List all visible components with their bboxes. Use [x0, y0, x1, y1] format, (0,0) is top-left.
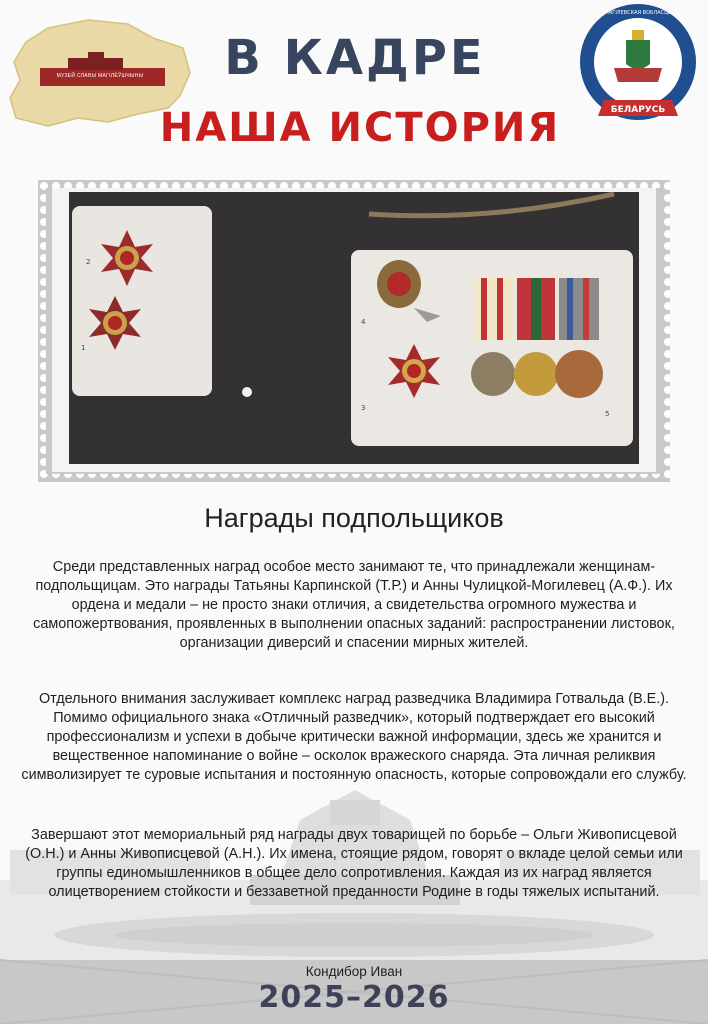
medal-1	[471, 278, 515, 396]
label-number-2: 2	[86, 258, 91, 266]
author-name: Кондибор Иван	[305, 964, 403, 979]
school-years: 2025–2026	[258, 980, 450, 1015]
header-title-line2: НАША ИСТОРИЯ	[159, 105, 561, 151]
medal-3	[555, 278, 603, 398]
article-paragraph-2: Отдельного внимания заслуживает комплекс наград разведчика Владимира Готвальда (В.Е.). Помимо официального знака «Отличный разведчик», который подтверждает его высокий профессионализм и успехи в добыче критически важной информации, здесь же хранится и вещественное напоминание о войне – осколок вражеского снаряда. Эта личная реликвия символизирует те суровые испытания и постоянную опасность, которые сопровождали его службу.	[21, 691, 687, 783]
emblem-ribbon-text: БЕЛАРУСЬ	[610, 105, 666, 115]
medal-2	[514, 278, 558, 396]
article-paragraph-3: Завершают этот мемориальный ряд награды двух товарищей по борьбе – Ольги Живописцевой (О.Н.) и Анны Живописцевой (А.Н.). Их имена, стоящие рядом, говорят о вкладе целой семьи или группы единомышленников в общее дело сопротивления. Каждая из их наград является олицетворением стойкости и беззаветной преданности Родине в годы тяжелых испытаний.	[25, 827, 683, 900]
header-title-line1: В КАДРЕ	[224, 30, 486, 86]
emblem-label-text: МАГІЛЕВСКАЯ ВОБЛАСЦЬ	[604, 10, 672, 16]
label-number-5: 5	[605, 410, 610, 418]
region-emblem	[574, 2, 702, 130]
medals-display-photo	[69, 192, 639, 464]
article-paragraph-1: Среди представленных наград особое место занимают те, что принадлежали женщинам-подпольщицам. Это награды Татьяны Карпинской (Т.Р.) и Анны Чулицкой-Могилевец (А.Ф.). Их ордена и медали – не просто знаки отличия, а свидетельства огромного мужества и самопожертвования, проявленных в выполнении опасных заданий: распространении листовок, организации диверсий и спасении мирных жителей.	[33, 559, 675, 651]
label-number-1: 1	[81, 344, 86, 352]
left-display-panel	[72, 206, 212, 396]
article-title: Награды подпольщиков	[204, 503, 504, 533]
label-number-3: 3	[361, 404, 366, 412]
museum-logo-label: МУЗЕЙ СЛАВЫ МАГІЛЁЎШЧЫНЫ	[56, 73, 144, 79]
label-number-4: 4	[361, 318, 366, 326]
